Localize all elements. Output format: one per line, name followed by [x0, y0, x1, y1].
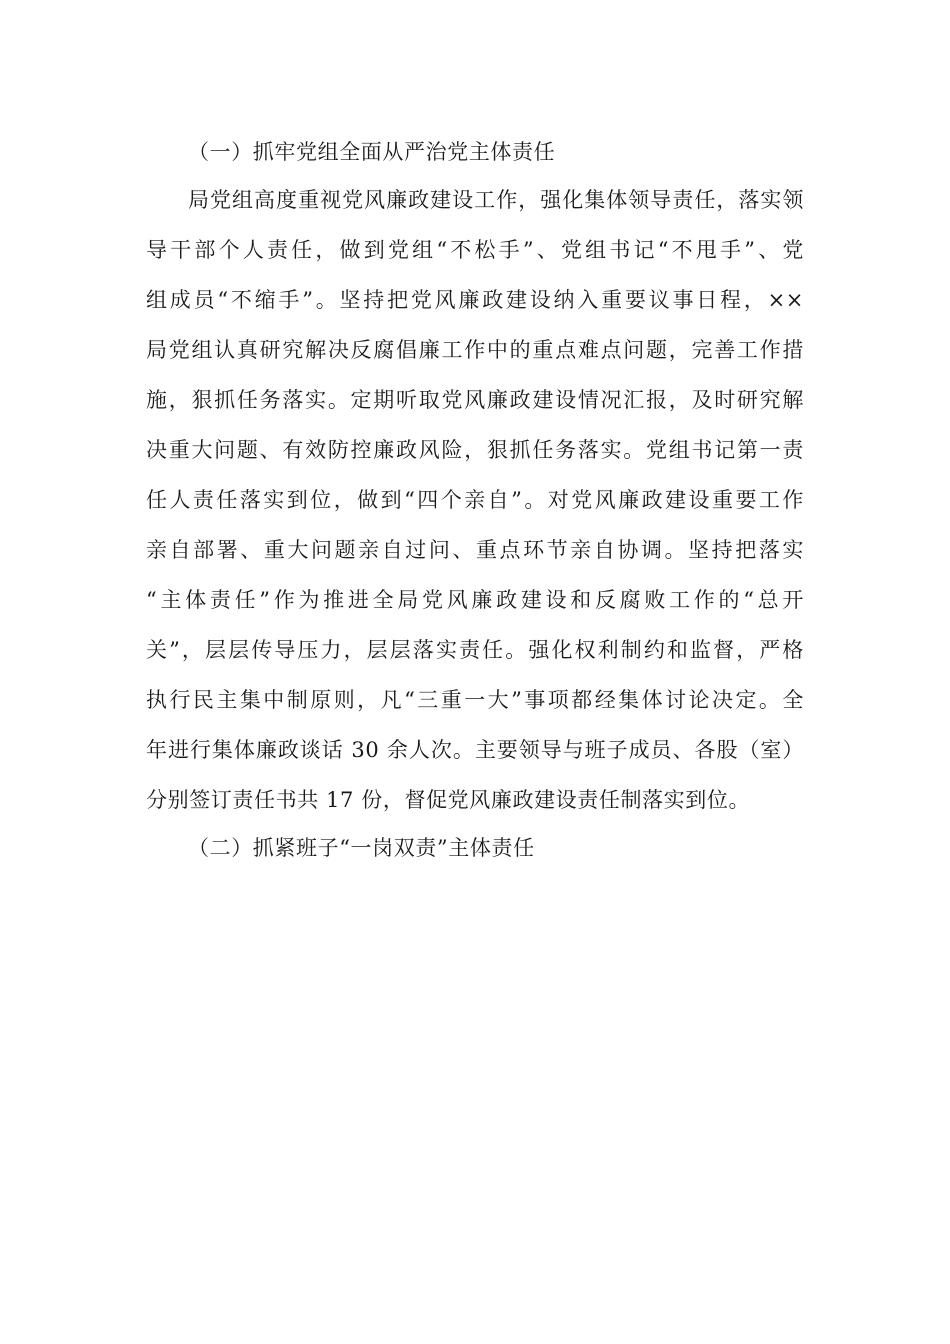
- paragraph-line: 分别签订责任书共 17 份，督促党风廉政建设责任制落实到位。: [146, 788, 751, 812]
- paragraph-line: 导干部个人责任，做到党组“不松手”、党组书记“不甩手”、党: [146, 238, 804, 262]
- paragraph-line: 组成员“不缩手”。坚持把党风廉政建设纳入重要议事日程，××: [146, 288, 804, 312]
- paragraph-line: 关”，层层传导压力，层层落实责任。强化权利制约和监督，严格: [146, 638, 804, 662]
- section-heading-2: （二）抓紧班子“一岗双责”主体责任: [188, 836, 535, 860]
- paragraph-line: “主体责任”作为推进全局党风廉政建设和反腐败工作的“总开: [146, 588, 804, 612]
- paragraph-line: 亲自部署、重大问题亲自过问、重点环节亲自协调。坚持把落实: [146, 538, 804, 562]
- paragraph-line: 执行民主集中制原则，凡“三重一大”事项都经集体讨论决定。全: [146, 688, 804, 712]
- paragraph-line: 决重大问题、有效防控廉政风险，狠抓任务落实。党组书记第一责: [146, 438, 804, 462]
- paragraph-1: [146, 175, 804, 825]
- section-heading-1: （一）抓牢党组全面从严治党主体责任: [188, 140, 556, 164]
- paragraph-line: 施，狠抓任务落实。定期听取党风廉政建设情况汇报，及时研究解: [146, 388, 804, 412]
- paragraph-line: 任人责任落实到位，做到“四个亲自”。对党风廉政建设重要工作: [146, 488, 804, 512]
- paragraph-line: 局党组认真研究解决反腐倡廉工作中的重点难点问题，完善工作措: [146, 338, 804, 362]
- paragraph-line: 局党组高度重视党风廉政建设工作，强化集体领导责任，落实领: [188, 188, 804, 212]
- paragraph-line: 年进行集体廉政谈话 30 余人次。主要领导与班子成员、各股（室）: [146, 738, 804, 762]
